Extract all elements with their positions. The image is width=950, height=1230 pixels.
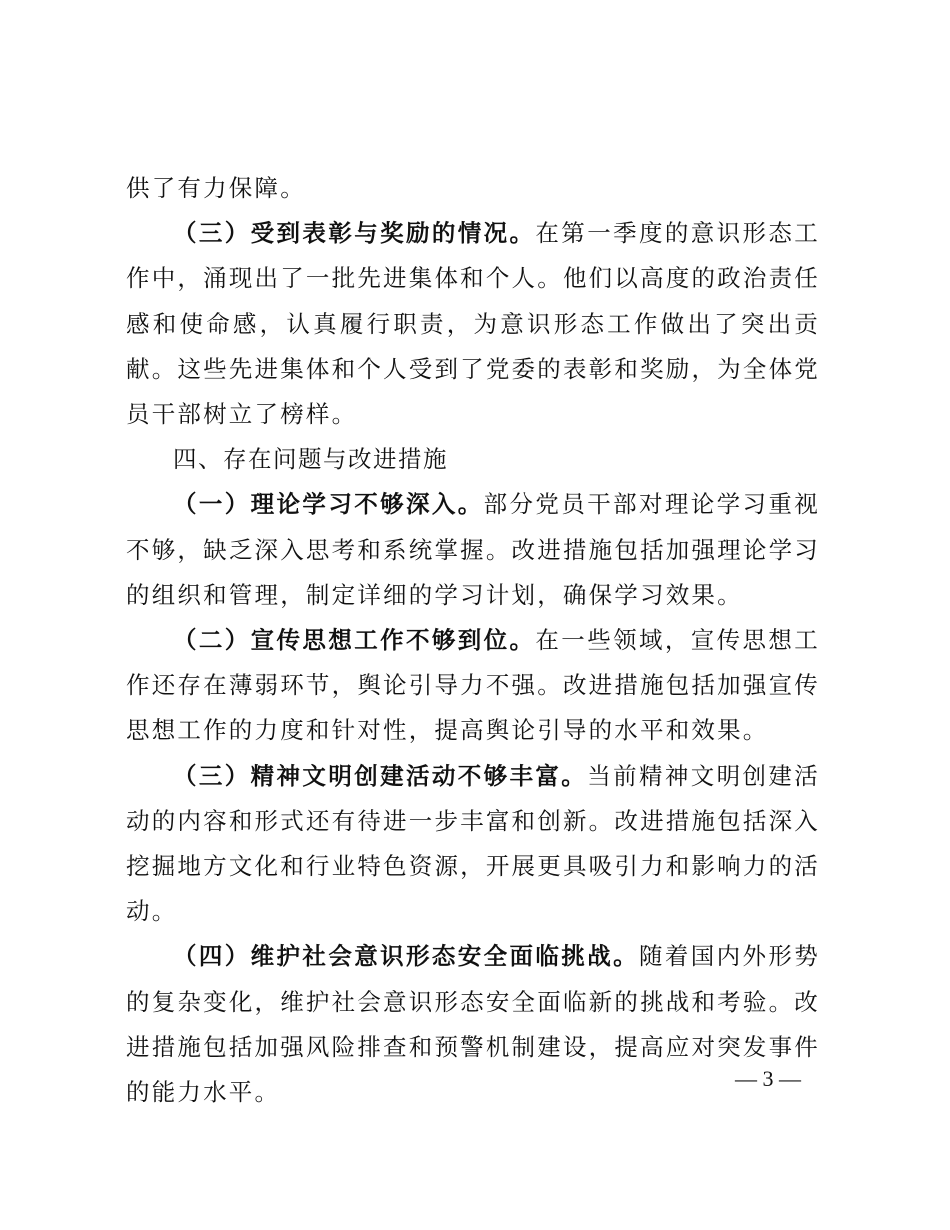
continuation-paragraph [126, 166, 820, 211]
awards-paragraph [126, 211, 820, 437]
issue-text-2: 在一些领域，宣传思想工作还存在薄弱环节，舆论引导力不强。改进措施包括加强宣传思想工作的力度和针对性，提高舆论引导的水平和效果。 [126, 626, 820, 745]
issue-paragraph-3 [126, 754, 820, 935]
continuation-text: 供了有力保障。 [126, 174, 306, 202]
awards-lead: （三）受到表彰与奖励的情况。 [173, 219, 536, 248]
issue-text-1: 部分党员干部对理论学习重视不够，缺乏深入思考和系统掌握。改进措施包括加强理论学习的组织和管理，制定详细的学习计划，确保学习效果。 [126, 490, 820, 609]
issue-paragraph-1 [126, 482, 820, 618]
section-heading: 四、存在问题与改进措施 [173, 445, 448, 474]
awards-text: 在第一季度的意识形态工作中，涌现出了一批先进集体和个人。他们以高度的政治责任感和使命感，认真履行职责，为意识形态工作做出了突出贡献。这些先进集体和个人受到了党委的表彰和奖励，为全体党员干部树立了榜样。 [126, 219, 820, 429]
issue-lead-2: （二）宣传思想工作不够到位。 [173, 626, 536, 655]
issue-text-4: 随着国内外形势的复杂变化，维护社会意识形态安全面临新的挑战和考验。改进措施包括加强风险排查和预警机制建设，提高应对突发事件的能力水平。 [126, 942, 820, 1107]
document-body [126, 166, 820, 1115]
issue-lead-1: （一）理论学习不够深入。 [173, 490, 484, 519]
issue-lead-4: （四）维护社会意识形态安全面临挑战。 [173, 942, 639, 971]
issue-paragraph-2 [126, 618, 820, 754]
page-number: — 3 — [735, 1066, 801, 1091]
issue-text-3: 当前精神文明创建活动的内容和形式还有待进一步丰富和创新。改进措施包括深入挖掘地方文化和行业特色资源，开展更具吸引力和影响力的活动。 [126, 761, 820, 926]
issue-paragraph-4 [126, 934, 820, 1115]
issue-lead-3: （三）精神文明创建活动不够丰富。 [173, 761, 588, 790]
